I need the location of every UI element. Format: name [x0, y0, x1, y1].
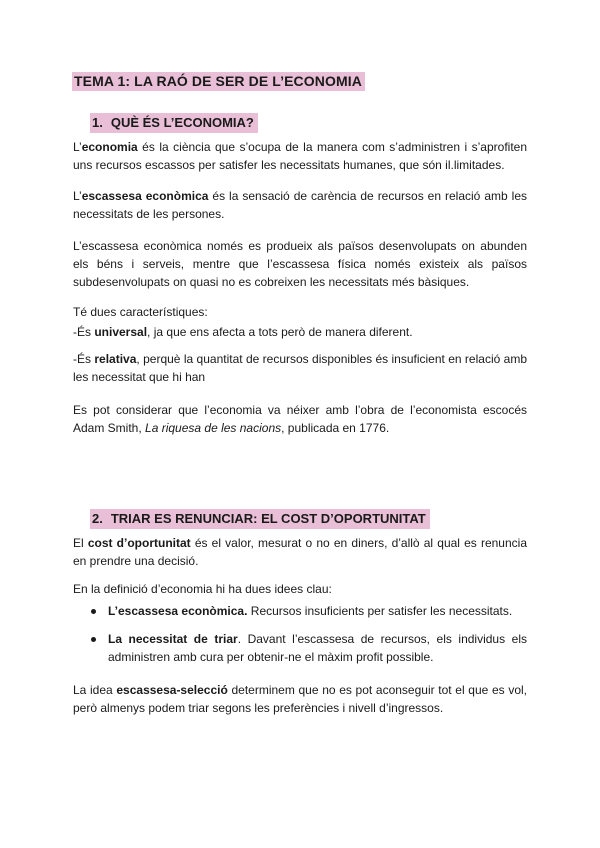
- bullet-icon: [91, 637, 96, 642]
- characteristic-universal: -És universal, ja que ens afecta a tots però de manera diferent.: [73, 325, 413, 339]
- escassesa-paragraph: L’escassesa econòmica només es produeix als països desenvolupats on abunden els béns i serveis, mentre que l’escassesa física només existeix als països subdesenvolupats on quasi no es cobreixen les necessitats més bàsiques.: [73, 239, 527, 289]
- bullet-icon: [91, 609, 96, 614]
- characteristics-intro: Té dues característiques:: [73, 305, 208, 319]
- key-ideas-list: [73, 602, 527, 666]
- adam-smith-paragraph: Es pot considerar que l’economia va néixer amb l’obra de l’economista escocés Adam Smith, La riquesa de les nacions, publicada en 1776.: [73, 403, 527, 435]
- section-2-heading: [90, 509, 430, 529]
- section-1-heading: [90, 113, 258, 133]
- section-2-title: TRIAR ES RENUNCIAR: EL COST D’OPORTUNITAT: [110, 511, 426, 526]
- economia-definition: L’economia és la ciència que s’ocupa de la manera com s’administren i s’aprofiten uns recursos escassos per satisfer les necessitats humanes, que són il.limitades.: [73, 140, 527, 172]
- section-1-number: 1.: [92, 115, 103, 130]
- document-title: TEMA 1: LA RAÓ DE SER DE L’ECONOMIA: [72, 72, 365, 91]
- escassesa-seleccio-paragraph: La idea escassesa-selecció determinem que no es pot aconseguir tot el que es vol, però almenys podem triar segons les preferències i nivell d’ingressos.: [73, 683, 527, 715]
- characteristic-relativa: -És relativa, perquè la quantitat de recursos disponibles és insuficient en relació amb les necessitat que hi han: [73, 352, 527, 384]
- escassesa-definition: L’escassesa econòmica és la sensació de carència de recursos en relació amb les necessitats de les persones.: [73, 189, 527, 221]
- key-ideas-intro: En la definició d’economia hi ha dues idees clau:: [73, 582, 332, 596]
- section-1-title: QUÈ ÉS L’ECONOMIA?: [110, 115, 254, 130]
- list-item: L’escassesa econòmica. Recursos insuficients per satisfer les necessitats.: [73, 602, 527, 620]
- list-item: La necessitat de triar. Davant l’escassesa de recursos, els individus els administren amb cura per obtenir-ne el màxim profit possible.: [73, 630, 527, 666]
- cost-oportunitat-definition: El cost d’oportunitat és el valor, mesurat o no en diners, d’allò al qual es renuncia en prendre una decisió.: [73, 536, 527, 568]
- section-2-number: 2.: [92, 511, 103, 526]
